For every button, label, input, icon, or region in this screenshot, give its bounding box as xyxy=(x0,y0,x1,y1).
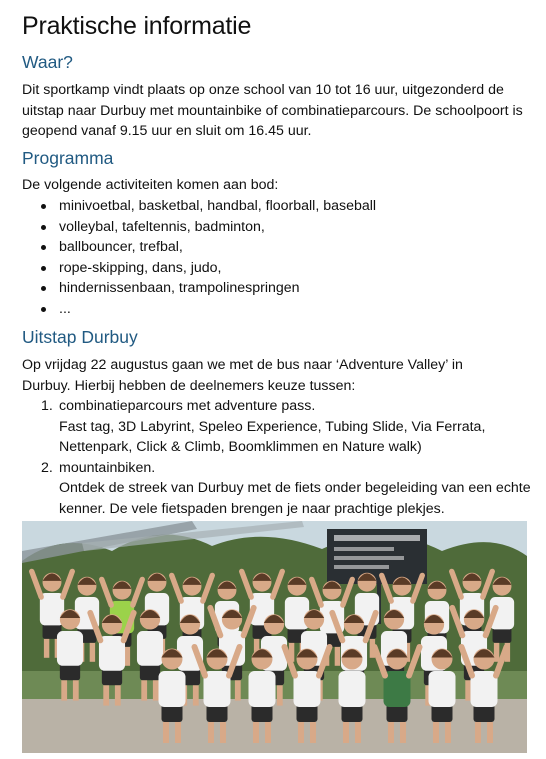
list-item: ... xyxy=(22,299,376,320)
group-photo xyxy=(22,521,527,753)
list-item xyxy=(22,458,534,520)
waar-paragraph: Dit sportkamp vindt plaats op onze school van 10 tot 16 uur, uitgezonderd de uitstap naar Durbuy met mountainbike of combinatieparcours. De schoolpoort is geopend vanaf 9.15 uur en sluit om 16.45 uur. xyxy=(22,82,523,139)
option-number: 2. xyxy=(41,459,53,476)
page-title: Praktische informatie xyxy=(22,12,252,40)
activity-list xyxy=(22,196,376,319)
list-item: ballbouncer, trefbal, xyxy=(22,237,376,258)
option-number: 1. xyxy=(41,398,53,414)
uitstap-intro: Op vrijdag 22 augustus gaan we met de bus naar ‘Adventure Valley’ in Durbuy. Hierbij hebben de deelnemers keuze tussen: xyxy=(22,357,463,394)
list-item: volleybal, tafeltennis, badminton, xyxy=(22,217,376,238)
option-list xyxy=(22,396,534,519)
list-item: rope-skipping, dans, judo, xyxy=(22,258,376,279)
option-title: combinatieparcours met adventure pass. xyxy=(59,398,316,414)
heading-waar: Waar? xyxy=(22,52,73,72)
group-photo-icon xyxy=(22,521,527,753)
heading-uitstap: Uitstap Durbuy xyxy=(22,327,138,347)
heading-programma: Programma xyxy=(22,148,114,168)
option-title: mountainbiken. xyxy=(59,459,156,476)
list-item: minivoetbal, basketbal, handbal, floorball, baseball xyxy=(22,196,376,217)
programma-intro: De volgende activiteiten komen aan bod: xyxy=(22,177,279,193)
option-description: Ontdek de streek van Durbuy met de fiets onder begeleiding van een echte kenner. De vele fietspaden brengen je naar prachtige plekjes. xyxy=(59,480,531,517)
option-description: Fast tag, 3D Labyrint, Speleo Experience, Tubing Slide, Via Ferrata, Nettenpark, Click & Climb, Boomklimmen en Nature walk) xyxy=(59,418,486,455)
list-item xyxy=(22,396,534,458)
list-item: hindernissenbaan, trampolinespringen xyxy=(22,278,376,299)
